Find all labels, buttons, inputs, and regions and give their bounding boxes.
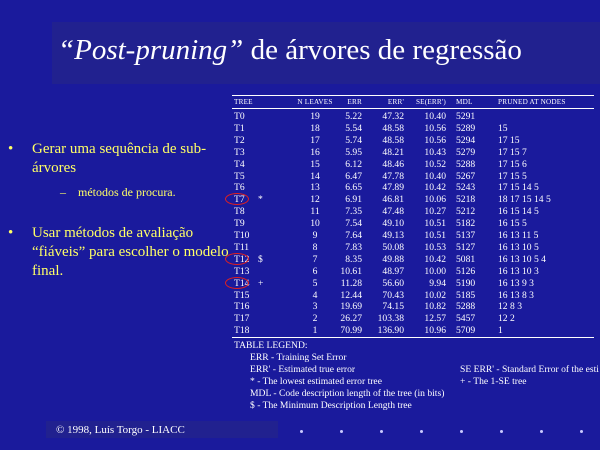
row-mdl: 5267 [456,170,476,182]
row-err-prime: 50.08 [382,241,404,253]
row-se: 10.42 [424,253,446,265]
row-se: 10.27 [424,206,446,218]
row-err-prime: 74.15 [382,301,404,313]
row-se: 10.96 [424,325,446,337]
row-err-prime: 48.46 [382,158,404,170]
row-tree: T8 [234,206,245,218]
legend-plus: + - The 1-SE tree [460,376,527,387]
row-err: 10.61 [340,265,362,277]
row-leaves: 14 [310,170,320,182]
row-err-prime: 47.78 [382,170,404,182]
row-mdl: 5182 [456,218,476,230]
legend-errp: ERR' - Estimated true error [250,364,356,375]
row-mdl: 5137 [456,230,476,241]
row-leaves: 10 [310,218,320,230]
legend-line-errp [234,364,600,376]
row-tree: T10 [234,230,250,241]
row-mdl: 5212 [456,206,476,218]
row-mdl: 5294 [456,134,476,146]
sub-bullet-text: métodos de procura. [78,185,176,199]
legend-star: * - The lowest estimated error tree [250,376,382,387]
row-leaves: 7 [312,253,318,265]
bullet-item [8,140,233,202]
row-se: 10.51 [424,230,446,241]
row-mdl: 5288 [456,301,476,313]
header-mdl: MDL [456,98,473,106]
bullet-text: Usar métodos de avaliação “fiáveis” para escolher o modelo final. [32,225,229,279]
row-err-prime: 49.88 [382,253,404,265]
row-tree: T0 [234,111,245,122]
header-err-prime: ERR' [387,98,404,106]
row-err: 5.22 [345,111,362,122]
table-header-rule [232,108,594,109]
row-err-prime: 48.21 [382,146,404,158]
row-err: 7.83 [345,241,362,253]
row-pruned: 18 17 15 14 5 [498,194,551,206]
row-err: 6.91 [345,194,362,206]
row-pruned: 16 13 10 3 [498,265,539,277]
row-tree: T3 [234,146,245,158]
row-mdl: 5709 [456,325,476,337]
row-mdl: 5126 [456,265,476,277]
title-rest: de árvores de regressão [243,34,522,66]
row-pruned: 17 15 7 [498,146,527,158]
copyright-footer: © 1998, Luís Torgo - LIACC [56,424,185,436]
row-err-prime: 56.60 [382,277,404,289]
row-err-prime: 48.58 [382,134,404,146]
legend-err: ERR - Training Set Error [250,352,347,363]
row-tree: T14 [234,277,250,289]
row-leaves: 6 [312,265,318,277]
row-se: 10.52 [424,158,446,170]
row-tree: T4 [234,158,245,170]
row-err: 6.65 [345,182,362,194]
row-se: 10.43 [424,146,446,158]
row-pruned: 1 [498,325,503,337]
row-mdl: 5291 [456,111,476,122]
row-err-prime: 46.81 [382,194,404,206]
table-legend [234,340,600,412]
sub-bullet-item [32,183,233,202]
row-mdl: 5127 [456,241,476,253]
row-mdl: 5190 [456,277,476,289]
row-tree: T17 [234,313,250,325]
bullet-text: Gerar uma sequência de sub-árvores [32,141,207,176]
row-mark: + [258,277,264,289]
row-mark: * [258,194,263,206]
header-tree: TREE [234,98,253,106]
row-err: 6.47 [345,170,362,182]
row-mdl: 5279 [456,146,476,158]
row-se: 10.82 [424,301,446,313]
bullet-list [8,140,233,303]
row-pruned: 16 15 14 5 [498,206,539,218]
row-leaves: 12 [310,194,320,206]
row-mdl: 5218 [456,194,476,206]
row-se: 9.94 [429,277,446,289]
row-mdl: 5081 [456,253,476,265]
row-leaves: 17 [310,134,320,146]
row-pruned: 17 15 14 5 [498,182,539,194]
table-bottom-rule [232,337,594,338]
row-pruned: 16 13 11 5 [498,230,539,241]
row-leaves: 11 [310,206,320,218]
bullet-item [8,224,233,281]
header-err: ERR [347,98,362,106]
row-tree: T11 [234,241,250,253]
highlight-circle [225,253,249,265]
row-err: 12.44 [340,289,362,301]
row-se: 12.57 [424,313,446,325]
row-mdl: 5289 [456,122,476,134]
row-err: 5.54 [345,122,362,134]
row-pruned: 16 13 10 5 4 [498,253,546,265]
row-err-prime: 103.38 [377,313,404,325]
row-leaves: 18 [310,122,320,134]
row-err-prime: 47.48 [382,206,404,218]
row-tree: T16 [234,301,250,313]
row-leaves: 19 [310,111,320,122]
header-se: SE(ERR') [415,98,446,106]
row-se: 10.40 [424,170,446,182]
row-err-prime: 49.13 [382,230,404,241]
row-err: 5.74 [345,134,362,146]
row-se: 10.56 [424,134,446,146]
row-tree: T13 [234,265,250,277]
decorative-dots [288,424,600,438]
row-leaves: 3 [312,301,318,313]
row-se: 10.51 [424,218,446,230]
row-err-prime: 47.32 [382,111,404,122]
title-italic-part: “Post-pruning” [58,34,244,66]
slide-title [58,34,522,67]
row-err-prime: 70.43 [382,289,404,301]
row-se: 10.06 [424,194,446,206]
row-se: 10.56 [424,122,446,134]
row-pruned: 12 2 [498,313,515,325]
row-err-prime: 136.90 [377,325,404,337]
row-mdl: 5185 [456,289,476,301]
row-err: 7.35 [345,206,362,218]
legend-dollar: $ - The Minimum Description Length tree [250,400,412,411]
row-err: 70.99 [340,325,362,337]
row-pruned: 17 15 6 [498,158,527,170]
row-tree: T7 [234,194,245,206]
row-err: 8.35 [345,253,362,265]
row-mdl: 5288 [456,158,476,170]
row-err: 6.12 [345,158,362,170]
row-err: 5.95 [345,146,362,158]
legend-mdl: MDL - Code description length of the tree (in bits) [250,388,445,399]
row-leaves: 2 [312,313,318,325]
row-leaves: 4 [312,289,318,301]
row-pruned: 17 15 [498,134,520,146]
row-mark: $ [258,253,263,265]
legend-title: TABLE LEGEND: [234,340,308,351]
header-leaves: N LEAVES [297,98,333,106]
row-pruned: 16 13 9 3 [498,277,534,289]
bullet-marker: • [8,141,14,157]
row-leaves: 9 [312,230,318,241]
row-leaves: 16 [310,146,320,158]
row-tree: T2 [234,134,245,146]
row-se: 10.00 [424,265,446,277]
row-tree: T5 [234,170,245,182]
row-err: 7.54 [345,218,362,230]
row-se: 10.40 [424,111,446,122]
bullet-marker: • [8,225,14,241]
row-err: 19.69 [340,301,362,313]
row-tree: T18 [234,325,250,337]
row-mdl: 5243 [456,182,476,194]
row-tree: T12 [234,253,250,265]
row-leaves: 13 [310,182,320,194]
row-pruned: 16 13 8 3 [498,289,534,301]
row-err-prime: 47.89 [382,182,404,194]
row-pruned: 12 8 3 [498,301,522,313]
pruning-table [232,94,600,420]
row-leaves: 5 [312,277,318,289]
header-pruned: PRUNED AT NODES [498,98,566,106]
row-pruned: 16 13 10 5 [498,241,539,253]
row-pruned: 16 15 5 [498,218,527,230]
row-tree: T9 [234,218,245,230]
row-err-prime: 48.58 [382,122,404,134]
highlight-circle [225,193,249,205]
table-top-rule [232,95,594,96]
row-err: 7.64 [345,230,362,241]
row-pruned: 15 [498,122,508,134]
row-leaves: 8 [312,241,318,253]
row-tree: T6 [234,182,245,194]
row-err-prime: 49.10 [382,218,404,230]
row-tree: T15 [234,289,250,301]
sub-bullet-marker: – [60,185,66,199]
row-err-prime: 48.97 [382,265,404,277]
row-leaves: 1 [312,325,318,337]
row-leaves: 15 [310,158,320,170]
row-mdl: 5457 [456,313,476,325]
row-se: 10.53 [424,241,446,253]
legend-se: SE ERR' - Standard Error of the esti [460,364,599,375]
row-err: 11.28 [340,277,362,289]
row-se: 10.02 [424,289,446,301]
highlight-circle [225,277,249,289]
row-se: 10.42 [424,182,446,194]
row-tree: T1 [234,122,245,134]
legend-line-star [234,376,600,388]
row-err: 26.27 [340,313,362,325]
row-pruned: 17 15 5 [498,170,527,182]
